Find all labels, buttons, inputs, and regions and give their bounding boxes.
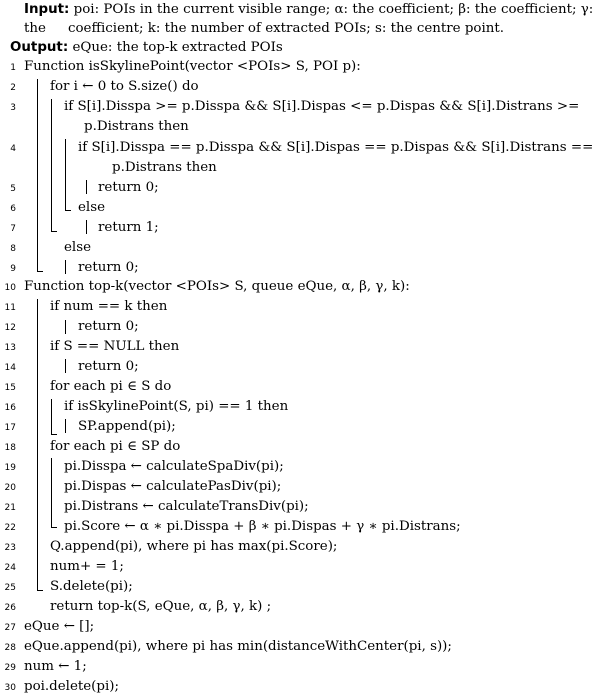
line-text: eQue.append(pi), where pi has min(distanceWithCenter(pi, s)); xyxy=(24,639,452,654)
line-number: 15 xyxy=(4,383,16,393)
line-number: 16 xyxy=(4,403,16,413)
scope-bar-function-10 xyxy=(37,299,38,590)
line-number: 22 xyxy=(4,523,16,533)
line-text: return 1; xyxy=(98,220,159,235)
line-text: return 0; xyxy=(78,359,139,374)
line-number: 14 xyxy=(4,363,16,373)
line-number: 5 xyxy=(10,184,16,194)
line-number: 25 xyxy=(4,583,16,593)
line-text: else xyxy=(78,200,106,215)
line-number: 20 xyxy=(4,483,16,493)
line-number: 1 xyxy=(10,63,16,73)
scope-end-if-3 xyxy=(65,210,71,211)
line-number: 6 xyxy=(10,204,16,214)
line-number: 9 xyxy=(10,264,16,274)
line-text: Function top-k(vector <POIs> S, queue eQue, α, β, γ, k): xyxy=(24,279,410,294)
line-text: pi.Distrans ← calculateTransDiv(pi); xyxy=(64,499,309,514)
line-text: eQue ← []; xyxy=(24,619,95,634)
line-text: pi.Dispas ← calculatePasDiv(pi); xyxy=(64,479,282,494)
line-number: 29 xyxy=(4,663,16,673)
line-text: for each pi ∈ SP do xyxy=(50,439,181,454)
line-text: if num == k then xyxy=(50,299,168,314)
line-number: 21 xyxy=(4,503,16,513)
scope-end-for-18 xyxy=(51,527,57,528)
line-text: else xyxy=(64,240,92,255)
line-number: 27 xyxy=(4,623,16,633)
line-text: for each pi ∈ S do xyxy=(50,379,172,394)
scope-bar-function-1 xyxy=(37,79,38,271)
line-text: num+ = 1; xyxy=(50,559,124,574)
line-number: 13 xyxy=(4,343,16,353)
input-line-2 xyxy=(68,19,504,38)
line-number: 2 xyxy=(10,83,16,93)
line-text: for i ← 0 to S.size() do xyxy=(50,79,199,94)
line-number: 26 xyxy=(4,603,16,613)
line-number: 24 xyxy=(4,563,16,573)
output-label: Output: xyxy=(10,40,69,55)
scope-bar-else-6 xyxy=(86,220,87,234)
scope-end-function-1 xyxy=(37,271,43,272)
line-number: 4 xyxy=(10,144,16,154)
line-text: return top-k(S, eQue, α, β, γ, k) ; xyxy=(50,599,272,614)
line-number: 8 xyxy=(10,244,16,254)
line-text: return 0; xyxy=(98,180,159,195)
scope-bar-for-18 xyxy=(51,458,52,527)
output-text: eQue: the top-k extracted POIs xyxy=(72,40,283,55)
line-text: Q.append(pi), where pi has max(pi.Score); xyxy=(50,539,338,554)
line-text: SP.append(pi); xyxy=(78,419,176,434)
scope-bar-if-3 xyxy=(65,139,66,210)
line-number: 7 xyxy=(10,224,16,234)
scope-end-function-10 xyxy=(37,590,43,591)
scope-bar-if-11 xyxy=(65,320,66,334)
line-text: S.delete(pi); xyxy=(50,579,133,594)
input-label: Input: xyxy=(24,2,70,17)
line-text: poi.delete(pi); xyxy=(24,679,119,694)
scope-bar-if-13 xyxy=(65,359,66,373)
line-number: 18 xyxy=(4,443,16,453)
line-text: return 0; xyxy=(78,319,139,334)
line-number: 3 xyxy=(10,103,16,113)
line-number: 11 xyxy=(4,303,16,313)
line-number: 19 xyxy=(4,463,16,473)
scope-end-for-15 xyxy=(51,434,57,435)
line-number: 23 xyxy=(4,543,16,553)
scope-bar-for-15 xyxy=(51,399,52,434)
line-number: 10 xyxy=(4,283,16,293)
line-text: Function isSkylinePoint(vector <POIs> S, POI p): xyxy=(24,59,361,74)
line-text: num ← 1; xyxy=(24,659,87,674)
line-text: p.Distrans then xyxy=(112,160,217,175)
line-number: 17 xyxy=(4,423,16,433)
scope-end-for-1 xyxy=(51,231,57,232)
line-text: p.Distrans then xyxy=(84,119,189,134)
scope-bar-else-8 xyxy=(65,260,66,274)
line-text: if isSkylinePoint(S, pi) == 1 then xyxy=(64,399,289,414)
line-text: pi.Score ← α ∗ pi.Disspa + β ∗ pi.Dispas + γ ∗ pi.Distrans; xyxy=(64,519,461,534)
output-line xyxy=(10,38,283,57)
line-number: 30 xyxy=(4,683,16,693)
scope-bar-if-16 xyxy=(65,419,66,433)
input-text-1: poi: POIs in the current visible range; α: the coefficient; β: the coefficient; γ: the xyxy=(24,2,594,36)
line-number: 28 xyxy=(4,643,16,653)
line-text: if S[i].Disspa == p.Disspa && S[i].Dispas == p.Dispas && S[i].Distrans == xyxy=(78,140,594,155)
line-text: if S[i].Disspa >= p.Disspa && S[i].Dispas <= p.Dispas && S[i].Distrans >= xyxy=(64,99,580,114)
line-text: return 0; xyxy=(78,260,139,275)
line-text: pi.Disspa ← calculateSpaDiv(pi); xyxy=(64,459,284,474)
scope-bar-for-1 xyxy=(51,99,52,231)
line-text: if S == NULL then xyxy=(50,339,180,354)
scope-bar-if-4 xyxy=(86,180,87,194)
input-text-2: coefficient; k: the number of extracted POIs; s: the centre point. xyxy=(68,21,505,36)
line-number: 12 xyxy=(4,323,16,333)
